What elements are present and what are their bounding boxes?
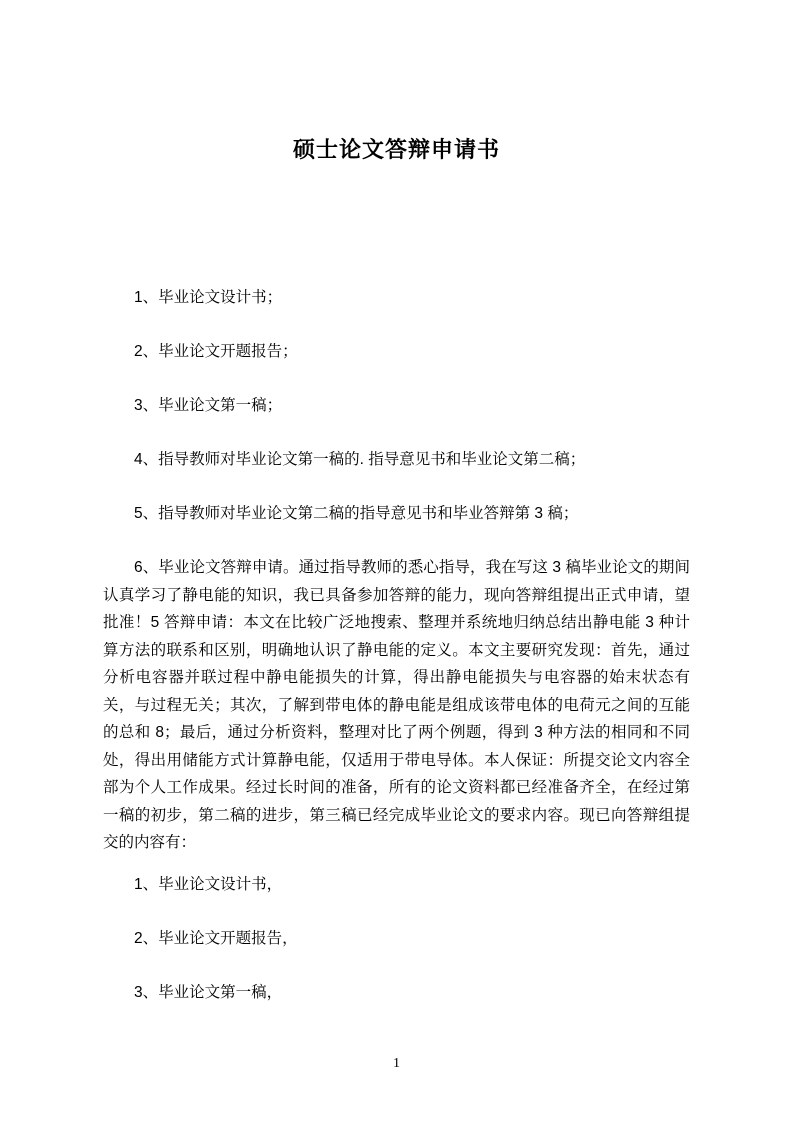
checklist-bottom-item-1: 1、毕业论文设计书， (134, 876, 283, 893)
document-title: 硕士论文答辩申请书 (292, 137, 500, 162)
checklist-top-item-2: 2、毕业论文开题报告； (134, 343, 298, 360)
defense-application-paragraph: 6、毕业论文答辩申请。通过指导教师的悉心指导，我在写这 3 稿毕业论文的期间认真学习了静电能的知识，我已具备参加答辩的能力，现向答辩组提出正式申请，望批准！5 答辩申请：本文在比较广泛地搜索、整理并系统地归纳总结出静电能 3 种计算方法的联系和区别，明确地认识了静电能的定义。本文主要研究发现：首先，通过分析电容器并联过程中静电能损失的计算，得出静电能损失与电容器的始末状态有关，与过程无关；其次，了解到带电体的静电能是组成该带电体的电荷元之间的互能的总和 8；最后，通过分析资料，整理对比了两个例题，得到 3 种方法的相同和不同处，得出用储能方式计算静电能，仅适用于带电导体。本人保证：所提交论文内容全部为个人工作成果。经过长时间的准备，所有的论文资料都已经准备齐全，在经过第一稿的初步，第二稿的进步，第三稿已经完成毕业论文的要求内容。现已向答辩组提交的内容有： (103, 559, 690, 851)
checklist-bottom-item-2: 2、毕业论文开题报告， (134, 930, 298, 947)
page-number: 1 (393, 1056, 400, 1071)
checklist-top-item-1: 1、毕业论文设计书； (134, 289, 283, 306)
checklist-top-item-5: 5、指导教师对毕业论文第二稿的指导意见书和毕业答辩第 3 稿； (134, 505, 579, 522)
checklist-top-item-4: 4、指导教师对毕业论文第一稿的. 指导意见书和毕业论文第二稿； (134, 451, 586, 468)
checklist-top-item-3: 3、毕业论文第一稿； (134, 397, 283, 414)
checklist-bottom-item-3: 3、毕业论文第一稿， (134, 984, 283, 1001)
